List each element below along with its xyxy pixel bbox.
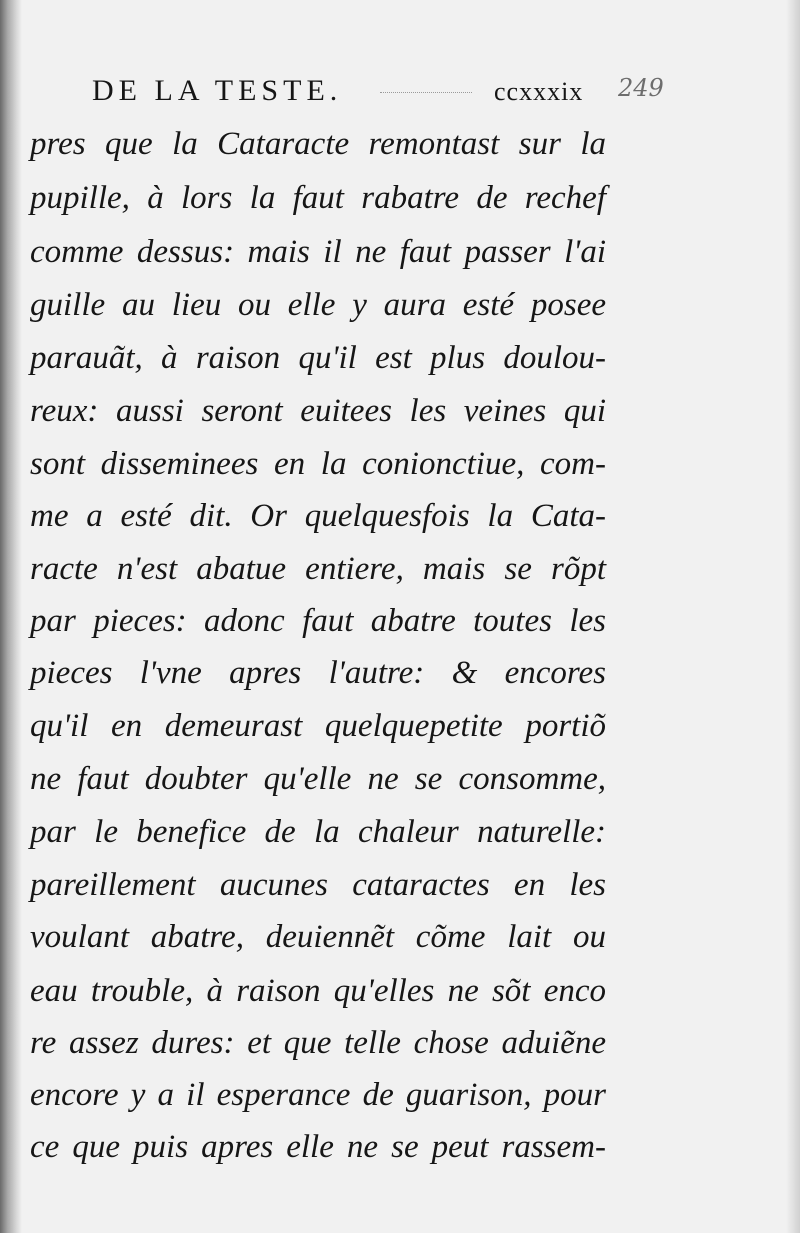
text-line-12: qu'il en demeurast quelquepetite portiõ: [30, 708, 606, 744]
text-line-15: pareillement aucunes cataractes en les: [30, 867, 606, 903]
text-line-8: me a esté dit. Or quelquesfois la Cata-: [30, 498, 606, 534]
text-line-10: par pieces: adonc faut abatre toutes les: [30, 603, 606, 639]
text-line-13: ne faut doubter qu'elle ne se consomme,: [30, 761, 606, 797]
page-edge-shadow: [786, 0, 800, 1233]
text-line-19: encore y a il esperance de guarison, pour: [30, 1077, 606, 1113]
text-line-2: pupille, à lors la faut rabatre de rechef: [30, 180, 606, 216]
text-line-20: ce que puis apres elle ne se peut rassem-: [30, 1129, 606, 1165]
running-head: DE LA TESTE.: [92, 74, 343, 107]
text-line-11: pieces l'vne apres l'autre: & encores: [30, 655, 606, 691]
text-line-4: guille au lieu ou elle y aura esté posee: [30, 287, 606, 323]
handwritten-folio: 249: [618, 74, 664, 102]
folio-number: ccxxxix: [494, 77, 584, 106]
text-line-7: sont disseminees en la conionctiue, com-: [30, 446, 606, 482]
head-ornament-rule: [380, 92, 472, 93]
text-line-14: par le benefice de la chaleur naturelle:: [30, 814, 606, 850]
text-line-16: voulant abatre, deuiennẽt cõme lait ou: [30, 919, 606, 955]
text-line-6: reux: aussi seront euitees les veines qui: [30, 393, 606, 429]
text-line-9: racte n'est abatue entiere, mais se rõpt: [30, 551, 606, 587]
text-line-17: eau trouble, à raison qu'elles ne sõt enco: [30, 973, 606, 1009]
text-line-1: pres que la Cataracte remontast sur la: [30, 126, 606, 162]
binding-shadow: [0, 0, 22, 1233]
text-line-18: re assez dures: et que telle chose aduiẽne: [30, 1025, 606, 1061]
text-line-5: parauãt, à raison qu'il est plus doulou-: [30, 340, 606, 376]
text-line-3: comme dessus: mais il ne faut passer l'ai: [30, 234, 606, 270]
